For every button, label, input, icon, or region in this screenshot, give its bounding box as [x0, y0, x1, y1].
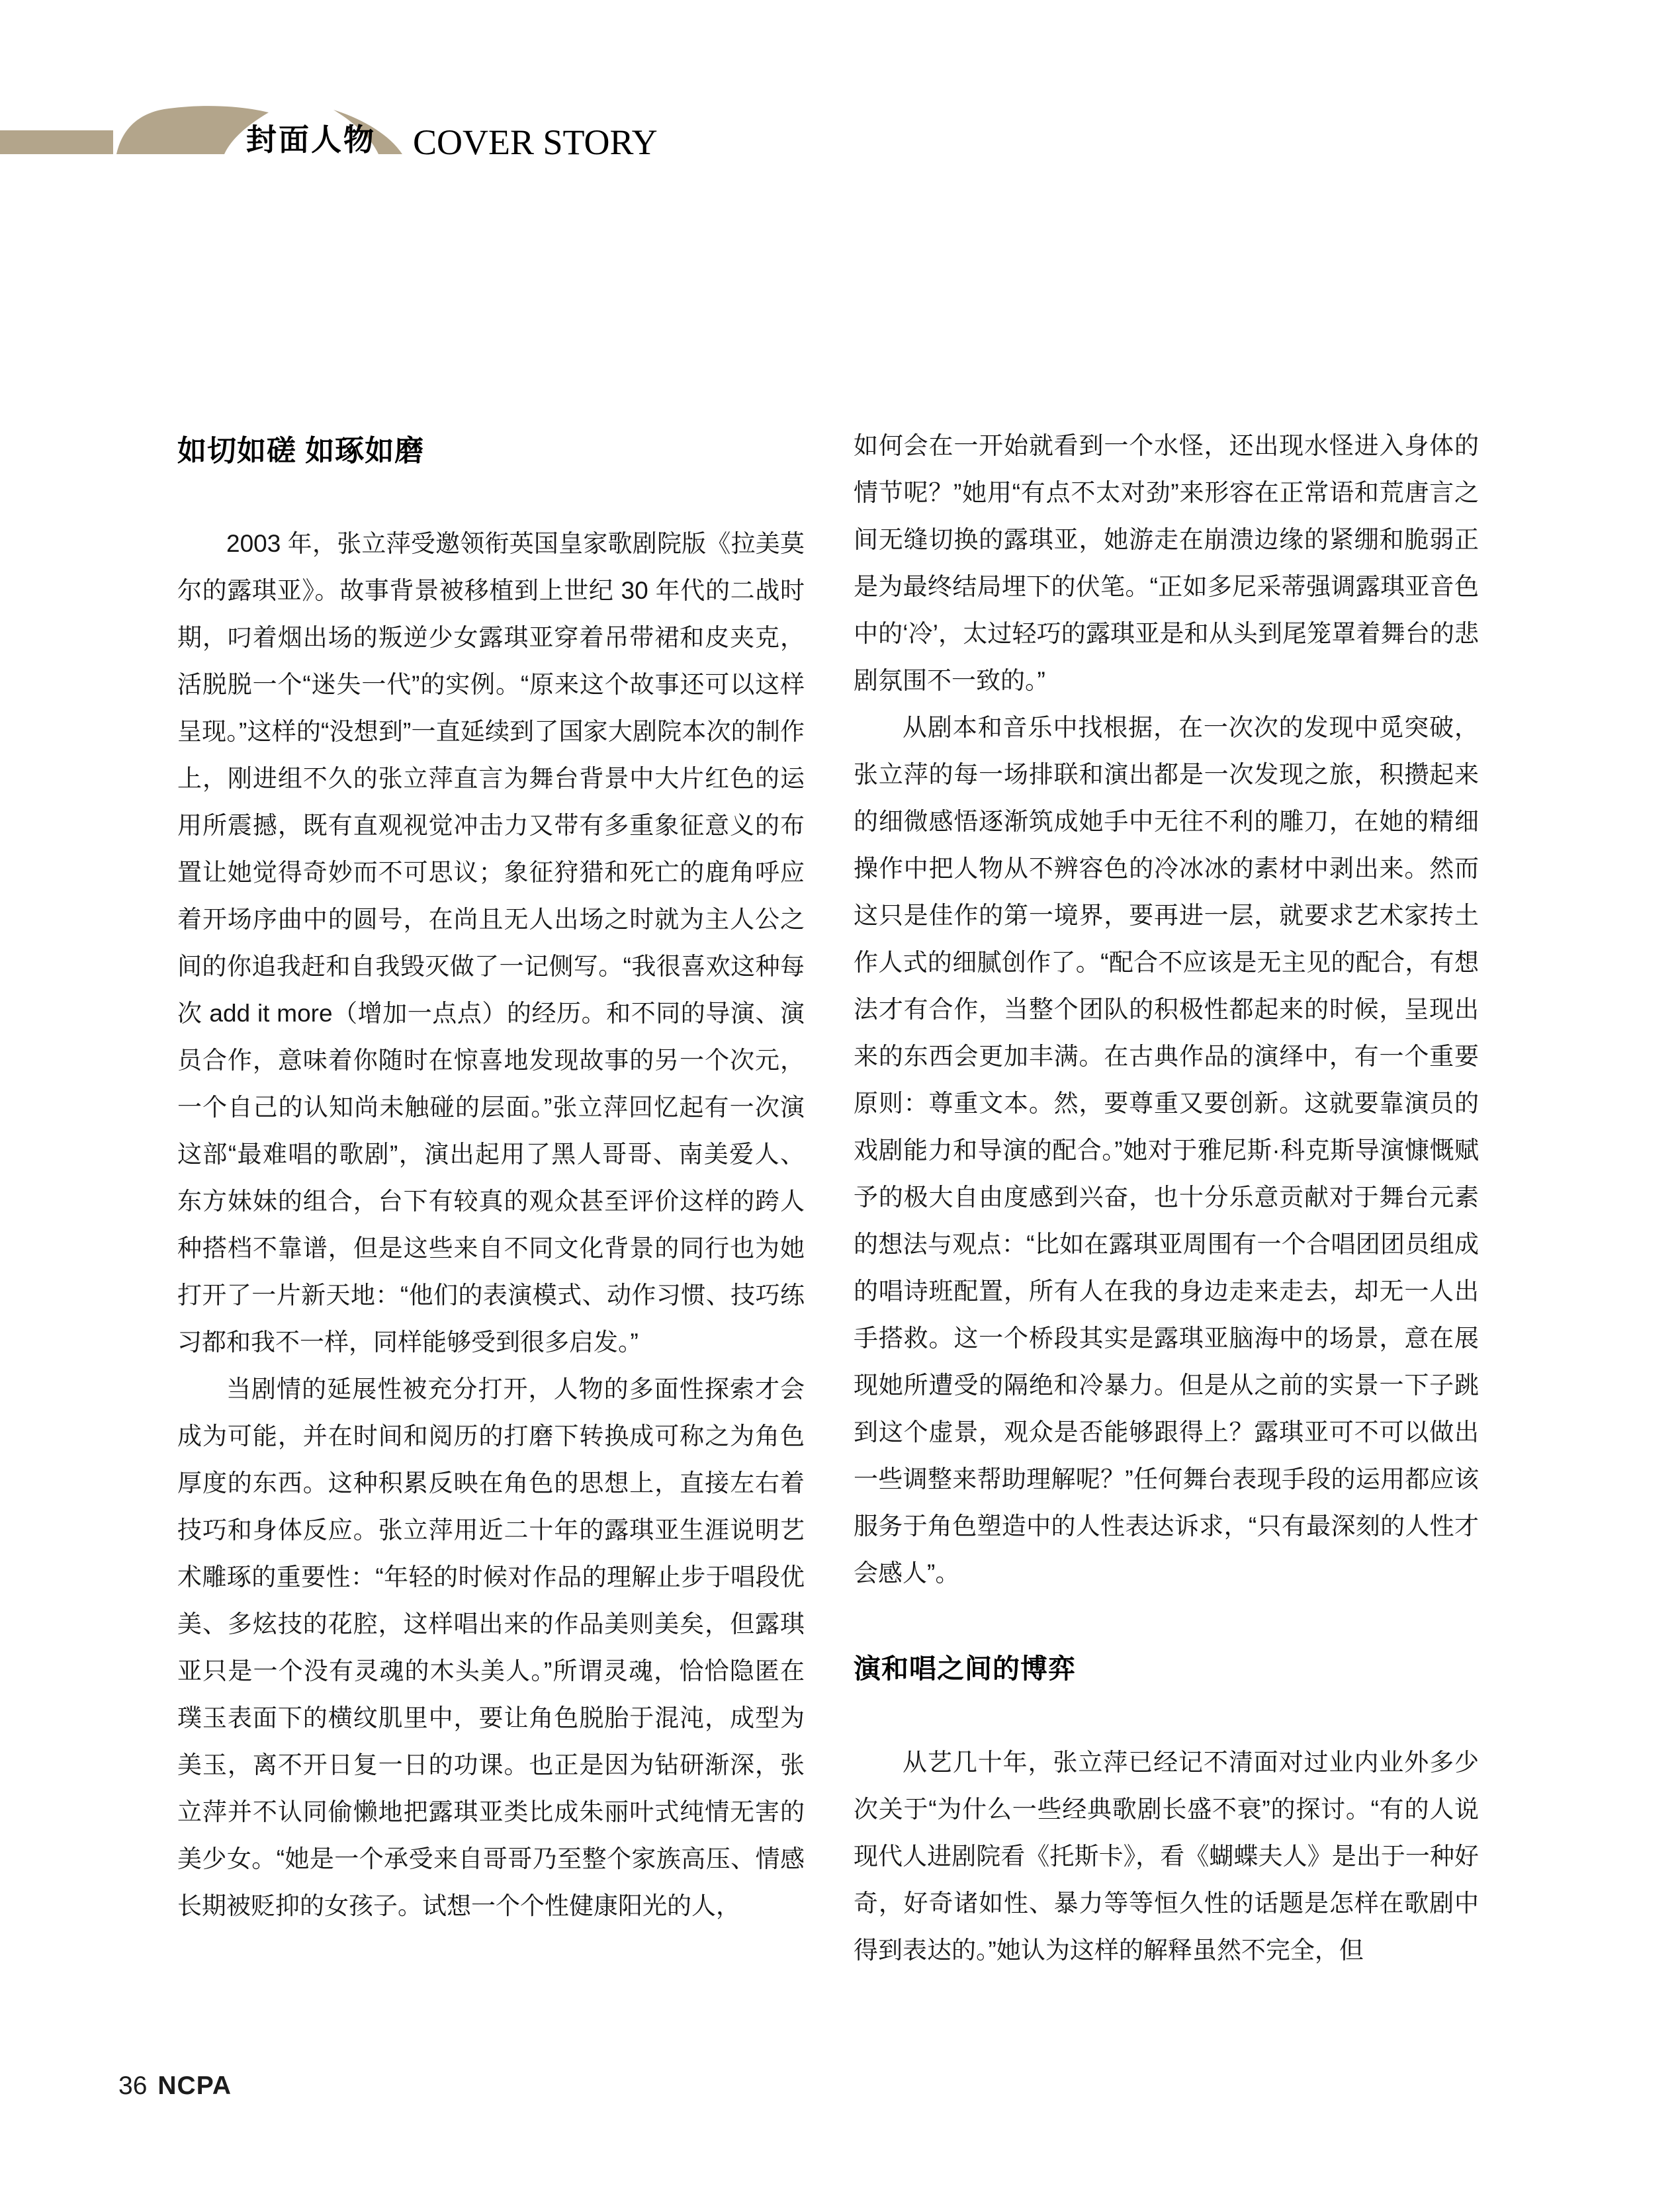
masthead-bar — [0, 130, 113, 154]
section-title-left: 如切如磋 如琢如磨 — [177, 435, 425, 467]
section-tag-english: COVER STORY — [413, 122, 658, 162]
left-column — [177, 427, 805, 1929]
magazine-name: NCPA — [157, 2072, 232, 2100]
paragraph: 2003 年，张立萍受邀领衔英国皇家歌剧院版《拉美莫尔的露琪亚》。故事背景被移植到上世纪 30 年代的二战时期，叼着烟出场的叛逆少女露琪亚穿着吊带裙和皮夹克，活脱脱一个“迷失一代”的实例。“原来这个故事还可以这样呈现。”这样的“没想到”一直延续到了国家大剧院本次的制作上，刚进组不久的张立萍直言为舞台背景中大片红色的运用所震撼，既有直观视觉冲击力又带有多重象征意义的布置让她觉得奇妙而不可思议；象征狩猎和死亡的鹿角呼应着开场序曲中的圆号，在尚且无人出场之时就为主人公之间的你追我赶和自我毁灭做了一记侧写。“我很喜欢这种每次 add it more（增加一点点）的经历。和不同的导演、演员合作，意味着你随时在惊喜地发现故事的另一个次元，一个自己的认知尚未触碰的层面。”张立萍回忆起有一次演这部“最难唱的歌剧”，演出起用了黑人哥哥、南美爱人、东方妹妹的组合，台下有较真的观众甚至评价这样的跨人种搭档不靠谱，但是这些来自不同文化背景的同行也为她打开了一片新天地：“他们的表演模式、动作习惯、技巧练习都和我不一样，同样能够受到很多启发。” — [177, 530, 805, 1356]
paragraph: 从剧本和音乐中找根据，在一次次的发现中觅突破，张立萍的每一场排联和演出都是一次发现之旅，积攒起来的细微感悟逐渐筑成她手中无往不利的雕刀，在她的精细操作中把人物从不辨容色的冷冰冰的素材中剥出来。然而这只是佳作的第一境界，要再进一层，就要求艺术家抟土作人式的细腻创作了。“配合不应该是无主见的配合，有想法才有合作，当整个团队的积极性都起来的时候，呈现出来的东西会更加丰满。在古典作品的演绎中，有一个重要原则：尊重文本。然，要尊重又要创新。这就要靠演员的戏剧能力和导演的配合。”她对于雅尼斯·科克斯导演慷慨赋予的极大自由度感到兴奋，也十分乐意贡献对于舞台元素的想法与观点：“比如在露琪亚周围有一个合唱团团员组成的唱诗班配置，所有人在我的身边走来走去，却无一人出手搭救。这一个桥段其实是露琪亚脑海中的场景，意在展现她所遭受的隔绝和冷暴力。但是从之前的实景一下子跳到这个虚景，观众是否能够跟得上？露琪亚可不可以做出一些调整来帮助理解呢？”任何舞台表现手段的运用都应该服务于角色塑造中的人性表达诉求，“只有最深刻的人性才会感人”。 — [854, 714, 1479, 1587]
page-number: 36 — [118, 2072, 148, 2100]
section-tag-chinese: 封面人物 — [246, 122, 376, 157]
paragraph: 从艺几十年，张立萍已经记不清面对过业内业外多少次关于“为什么一些经典歌剧长盛不衰”的探讨。“有的人说现代人进剧院看《托斯卡》，看《蝴蝶夫人》是出于一种好奇，好奇诸如性、暴力等等恒久性的话题是怎样在歌剧中得到表达的。”她认为这样的解释虽然不完全，但 — [854, 1749, 1479, 1964]
paragraph: 当剧情的延展性被充分打开，人物的多面性探索才会成为可能，并在时间和阅历的打磨下转换成可称之为角色厚度的东西。这种积累反映在角色的思想上，直接左右着技巧和身体反应。张立萍用近二十年的露琪亚生涯说明艺术雕琢的重要性：“年轻的时候对作品的理解止步于唱段优美、多炫技的花腔，这样唱出来的作品美则美矣，但露琪亚只是一个没有灵魂的木头美人。”所谓灵魂，恰恰隐匿在璞玉表面下的横纹肌里中，要让角色脱胎于混沌，成型为美玉，离不开日复一日的功课。也正是因为钻研渐深，张立萍并不认同偷懒地把露琪亚类比成朱丽叶式纯情无害的美少女。“她是一个承受来自哥哥乃至整个家族高压、情感长期被贬抑的女孩子。试想一个个性健康阳光的人， — [177, 1376, 805, 1919]
paragraph-continuation: 如何会在一开始就看到一个水怪，还出现水怪进入身体的情节呢？”她用“有点不太对劲”来形容在正常语和荒唐言之间无缝切换的露琪亚，她游走在崩溃边缘的紧绷和脆弱正是为最终结局埋下的伏笔。“正如多尼采蒂强调露琪亚音色中的‘冷’，太过轻巧的露琪亚是和从头到尾笼罩着舞台的悲剧氛围不一致的。” — [854, 432, 1479, 694]
section-title-right: 演和唱之间的博弈 — [854, 1653, 1076, 1684]
page-footer — [118, 2072, 232, 2101]
right-column — [854, 422, 1479, 1974]
